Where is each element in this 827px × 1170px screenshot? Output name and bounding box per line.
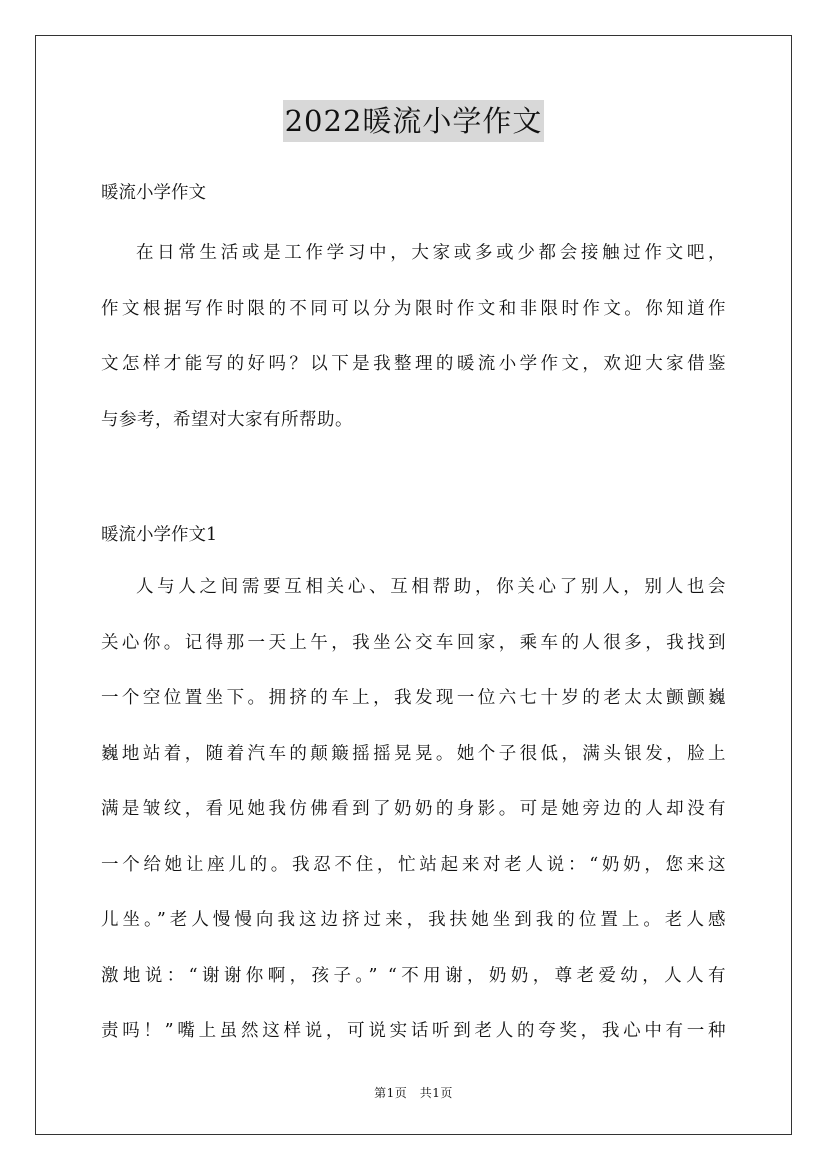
paragraph-line: 关心你。记得那一天上午，我坐公交车回家，乘车的人很多，我找到 (101, 632, 726, 653)
paragraph-line: 一个给她让座儿的。我忍不住，忙站起来对老人说：“奶奶，您来这 (101, 854, 726, 875)
paragraph-line: 一个空位置坐下。拥挤的车上，我发现一位六七十岁的老太太颤颤巍 (101, 688, 726, 708)
paragraph-line: 激地说：“谢谢你啊，孩子。” “不用谢，奶奶，尊老爱幼，人人有 (101, 965, 726, 986)
paragraph-line: 文怎样才能写的好吗？以下是我整理的暖流小学作文，欢迎大家借鉴 (101, 354, 726, 374)
paragraph-line: 责吗！”嘴上虽然这样说，可说实话听到老人的夸奖，我心中有一种 (101, 1021, 726, 1041)
section-heading: 暖流小学作文1 (101, 525, 218, 545)
page-number-label: 第1页 共1页 (374, 1086, 453, 1100)
paragraph-line: 满是皱纹，看见她我仿佛看到了奶奶的身影。可是她旁边的人却没有 (101, 799, 726, 819)
intro-paragraph (101, 226, 726, 448)
page-footer (0, 1084, 827, 1101)
document-body (101, 170, 726, 1060)
paragraph-line: 巍地站着，随着汽车的颠簸摇摇晃晃。她个子很低，满头银发，脸上 (101, 743, 726, 764)
title-container (0, 100, 827, 142)
paragraph-line: 儿坐。”老人慢慢向我这边挤过来，我扶她坐到我的位置上。老人感 (101, 910, 726, 930)
section-paragraph (101, 560, 726, 1060)
paragraph-line: 与参考，希望对大家有所帮助。 (101, 409, 353, 430)
paragraph-line: 人与人之间需要互相关心、互相帮助，你关心了别人，别人也会 (136, 577, 726, 597)
document-title: 2022暖流小学作文 (283, 100, 545, 142)
paragraph-line: 在日常生活或是工作学习中，大家或多或少都会接触过作文吧， (136, 243, 726, 263)
paragraph-line: 作文根据写作时限的不同可以分为限时作文和非限时作文。你知道作 (101, 298, 726, 319)
document-heading: 暖流小学作文 (101, 183, 206, 203)
